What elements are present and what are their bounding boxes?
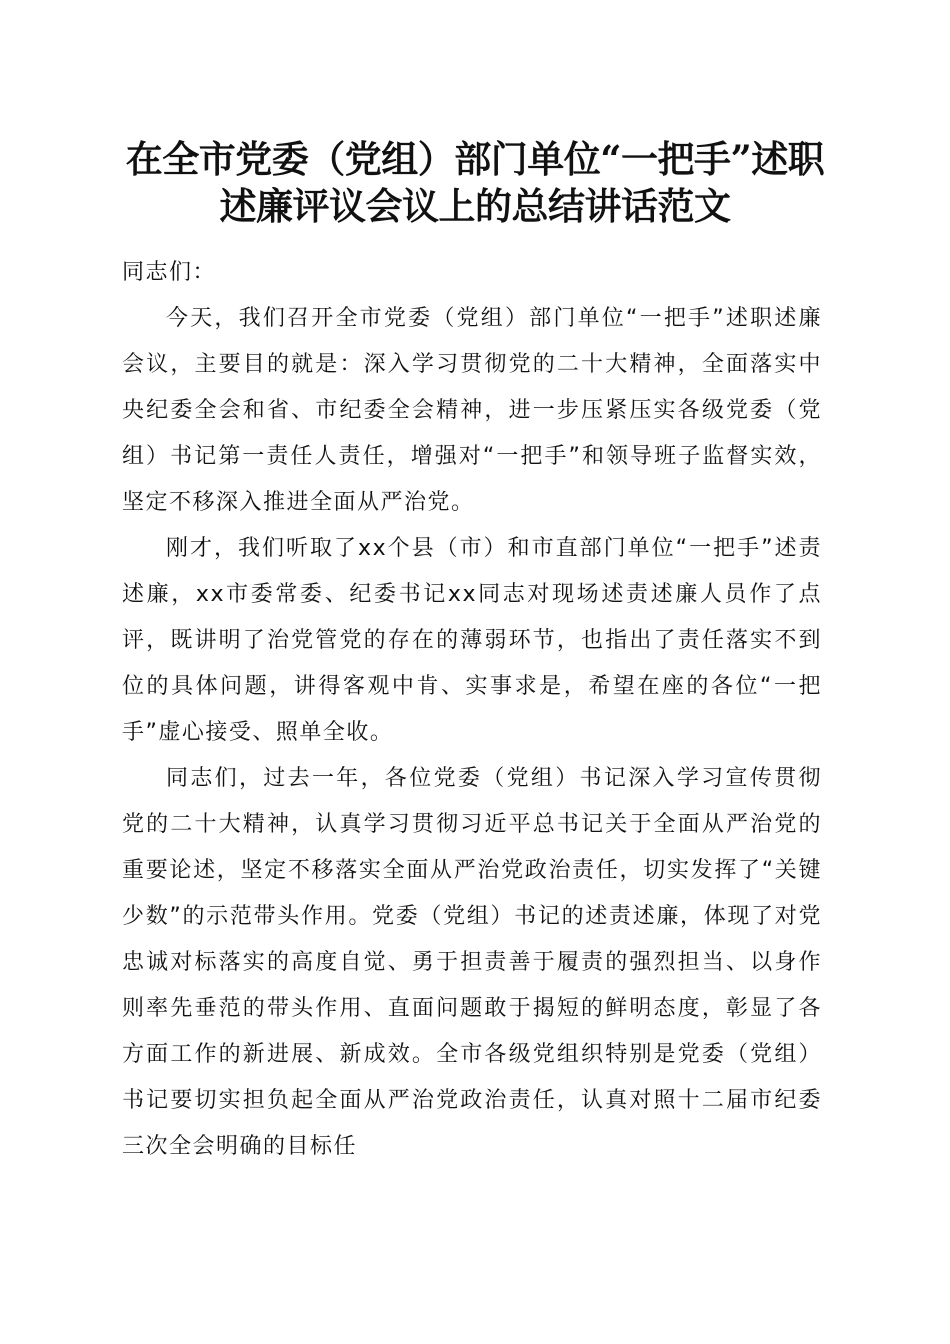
- paragraph-2: 刚才，我们听取了xx个县（市）和市直部门单位“一把手”述责述廉，xx市委常委、纪委书记xx同志对现场述责述廉人员作了点评，既讲明了治党管党的存在的薄弱环节，也指出了责任落实不到位的具体问题，讲得客观中肯、实事求是，希望在座的各位“一把手”虚心接受、照单全收。: [122, 536, 822, 745]
- title-line-1: 在全市党委（党组）部门单位“一把手”述职: [125, 137, 825, 181]
- paragraph-1: 今天，我们召开全市党委（党组）部门单位“一把手”述职述廉会议，主要目的就是：深入学习贯彻党的二十大精神，全面落实中央纪委全会和省、市纪委全会精神，进一步压紧压实各级党委（党组）书记第一责任人责任，增强对“一把手”和领导班子监督实效，坚定不移深入推进全面从严治党。: [122, 306, 822, 515]
- document-body: [122, 250, 822, 1170]
- paragraph-3: 同志们，过去一年，各位党委（党组）书记深入学习宣传贯彻党的二十大精神，认真学习贯彻习近平总书记关于全面从严治党的重要论述，坚定不移落实全面从严治党政治责任，切实发挥了“关键少数”的示范带头作用。党委（党组）书记的述责述廉，体现了对党忠诚对标落实的高度自觉、勇于担责善于履责的强烈担当、以身作则率先垂范的带头作用、直面问题敢于揭短的鲜明态度，彰显了各方面工作的新进展、新成效。全市各级党组织特别是党委（党组）书记要切实担负起全面从严治党政治责任，认真对照十二届市纪委三次全会明确的目标任: [122, 766, 822, 1159]
- document-title: [100, 136, 850, 230]
- salutation: 同志们：: [122, 260, 217, 285]
- title-line-2: 述廉评议会议上的总结讲话范文: [219, 184, 731, 228]
